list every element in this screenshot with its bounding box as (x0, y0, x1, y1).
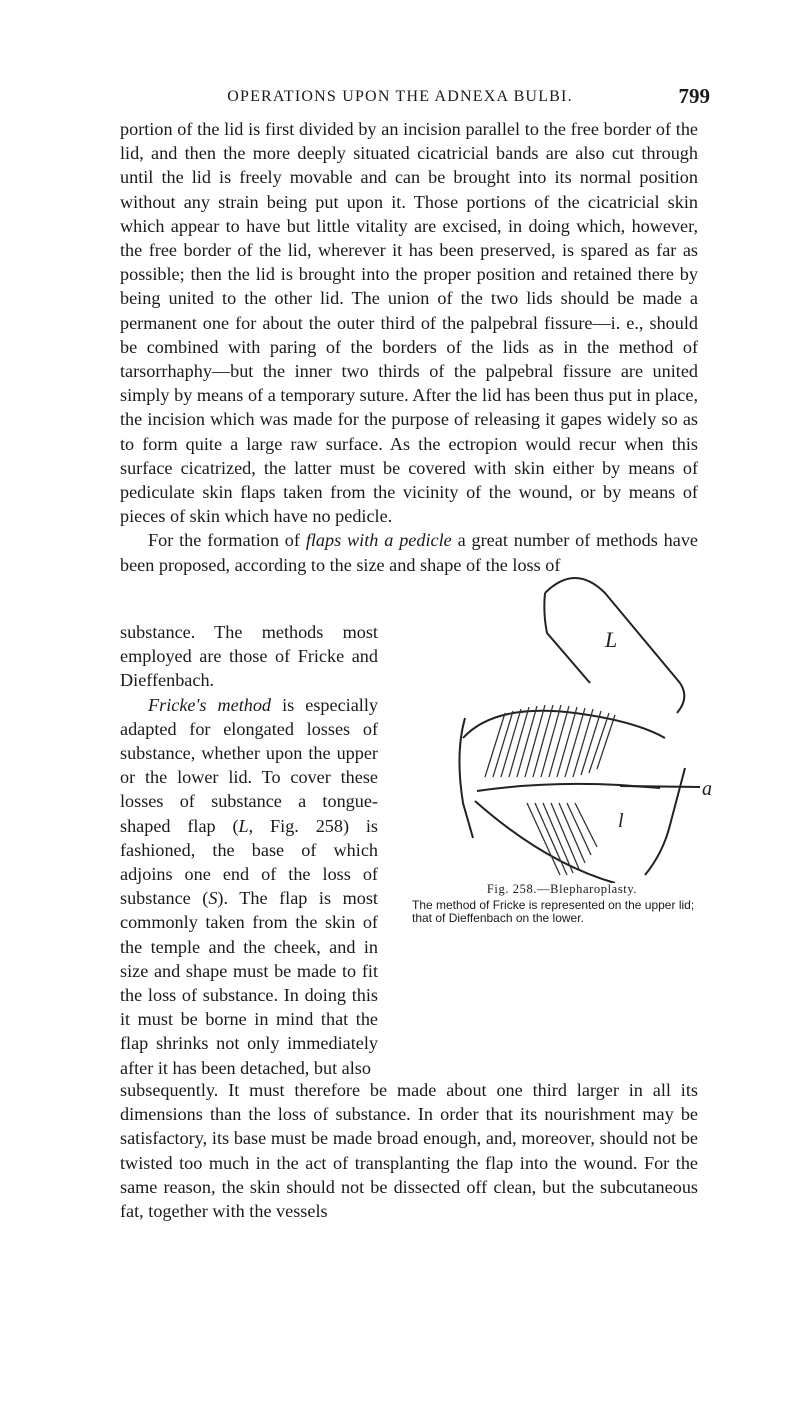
running-head: OPERATIONS UPON THE ADNEXA BULBI. (227, 88, 573, 105)
paragraph-fricke (120, 693, 378, 1080)
figure-caption: The method of Fricke is represented on the upper lid; that of Dieffenbach on the lower. (412, 898, 695, 925)
body-text-wrapped (120, 620, 378, 1080)
figure-label-L: L (605, 627, 618, 652)
fricke-ref-L: L (238, 815, 249, 836)
fricke-ref-S: S (208, 888, 218, 909)
body-text-bottom (120, 1078, 698, 1223)
figure-label-a: a (702, 778, 712, 800)
blepharoplasty-figure (415, 563, 715, 883)
paragraph-bottom: subsequently. It must therefore be made about one third larger in all its dimensions than the loss of substance. In order that its nourishment may be satisfactory, its base must be made broad enough, and, moreover, should not be twisted too much in the act of transplanting the flap into the wound. For the same reason, the skin should not be dissected off clean, but the subcutaneous fat, together with the vessels (120, 1080, 698, 1222)
flaps-rest: a great number of methods have been proposed, according to the size and shape of the loss of (120, 530, 698, 575)
flaps-emphasis: flaps with a pedicle (305, 530, 452, 551)
page-header (0, 84, 800, 110)
figure-title: Fig. 258.—Blepharoplasty. (486, 882, 638, 896)
page-number: 799 (678, 84, 710, 108)
paragraph-methods: substance. The methods most employed are those of Fricke and Dieffenbach. (120, 622, 378, 691)
flaps-lead: For the formation of (148, 530, 306, 551)
fricke-text-a: is especially adapted for elongated losses of substance, whether upon the upper or the lower lid. To cover these losses of substance a tongue-shaped flap ( (120, 694, 378, 836)
fricke-text-c: ). The flap is most commonly taken from the skin of the temple and the cheek, and in size and shape must be made to fit the loss of substance. In doing this it must be borne in mind that the flap shrinks not only immediately after it has been detached, but also (120, 888, 378, 1078)
fricke-text-b: , Fig. 258) is fashioned, the base of which adjoins one end of the loss of substance ( (120, 815, 379, 909)
figure-label-l: l (618, 810, 624, 832)
body-text-top (120, 117, 698, 577)
fricke-method-emphasis: Fricke's method (148, 694, 272, 715)
paragraph-continued: portion of the lid is first divided by an incision parallel to the free border of the lid, and then the more deeply situated cicatricial bands are also cut through until the lid is freely movable and can be brought into its normal position without any strain being put upon it. Those portions of the cicatricial skin which appear to have but little vitality are excised, in doing which, however, the free border of the lid, wherever it has been preserved, is spared as far as possible; then the lid is brought into the proper position and retained there by being united to the other lid. The union of the two lids should be made a permanent one for about the outer third of the palpebral fissure—i. e., should be combined with paring of the borders of the lids as in the method of tarsorrhaphy—but the inner two thirds of the palpebral fissure are united simply by means of a temporary suture. After the lid has been thus put in place, the incision which was made for the purpose of releasing it gapes widely so as to form quite a large raw surface. As the ectropion would recur when this surface cicatrized, the latter must be covered with skin either by means of pediculate skin flaps taken from the vicinity of the wound, or by means of pieces of skin which have no pedicle. (120, 119, 698, 527)
